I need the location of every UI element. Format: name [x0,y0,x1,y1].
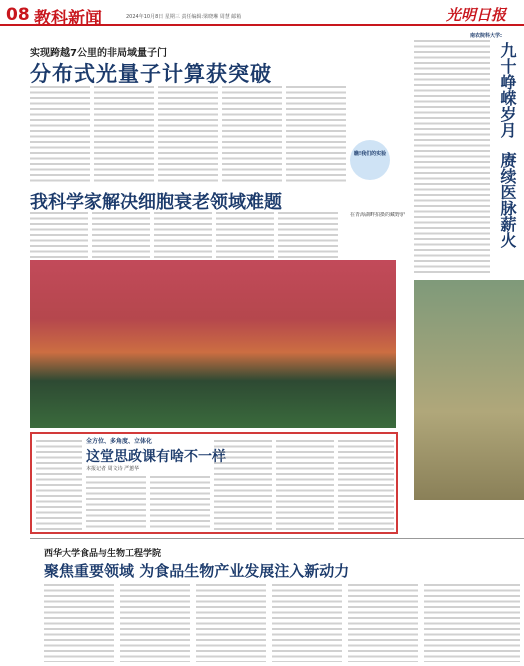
story1-column-3 [158,86,218,182]
ad-column-1 [44,584,114,662]
feature-column-3 [150,476,210,530]
ad-column-3 [196,584,266,662]
feature-column-6 [338,440,394,530]
page-number: 08 [6,5,30,25]
ad-divider [30,538,524,539]
story2-headline: 我科学家解决细胞衰老领域难题 [30,192,282,213]
ad-column-4 [272,584,342,662]
feature-column-1 [36,440,82,530]
story2-photo-caption: 在青海湖畔拍摄的藏野驴 [350,212,406,218]
feature-column-4 [214,440,272,530]
sidebar-title: 南农院科大学: [470,33,503,39]
newspaper-logo: 光明日报 [446,6,507,24]
story1-column-1 [30,86,90,182]
date-line: 2024年10月8日 星期三 责任编辑:梁晓琳 周慧 邮箱 [126,14,242,20]
section-title: 教科新闻 [34,9,102,29]
ad-org: 西华大学食品与生物工程学院 [44,549,162,559]
ad-column-2 [120,584,190,662]
sidebar-column-1 [414,40,490,276]
story1-kicker: 实现跨越7公里的非局域量子门 [30,48,167,59]
story1-column-5 [286,86,346,182]
story1-badge: 瞧!我们的实验 [353,151,387,157]
landscape-photo [30,260,396,428]
ad-headline: 聚焦重要领域 为食品生物产业发展注入新动力 [44,562,350,580]
story1-column-2 [94,86,154,182]
story1-column-4 [222,86,282,182]
badge-circle [350,140,390,180]
feature-column-5 [276,440,334,530]
wildlife-photo [414,280,524,500]
feature-column-2 [86,476,146,530]
sidebar-headline-a: 九十峥嵘岁月 [498,42,517,138]
sidebar-headline-b: 赓续医脉薪火 [498,152,517,248]
feature-byline: 本报记者 周文诗 严蕙华 [86,466,140,472]
feature-headline: 这堂思政课有啥不一样 [86,449,226,465]
story1-headline: 分布式光量子计算获突破 [30,62,272,86]
feature-subtitle: 全方位、多角度、立体化 [86,438,153,445]
ad-column-6 [424,584,520,662]
ad-column-5 [348,584,418,662]
